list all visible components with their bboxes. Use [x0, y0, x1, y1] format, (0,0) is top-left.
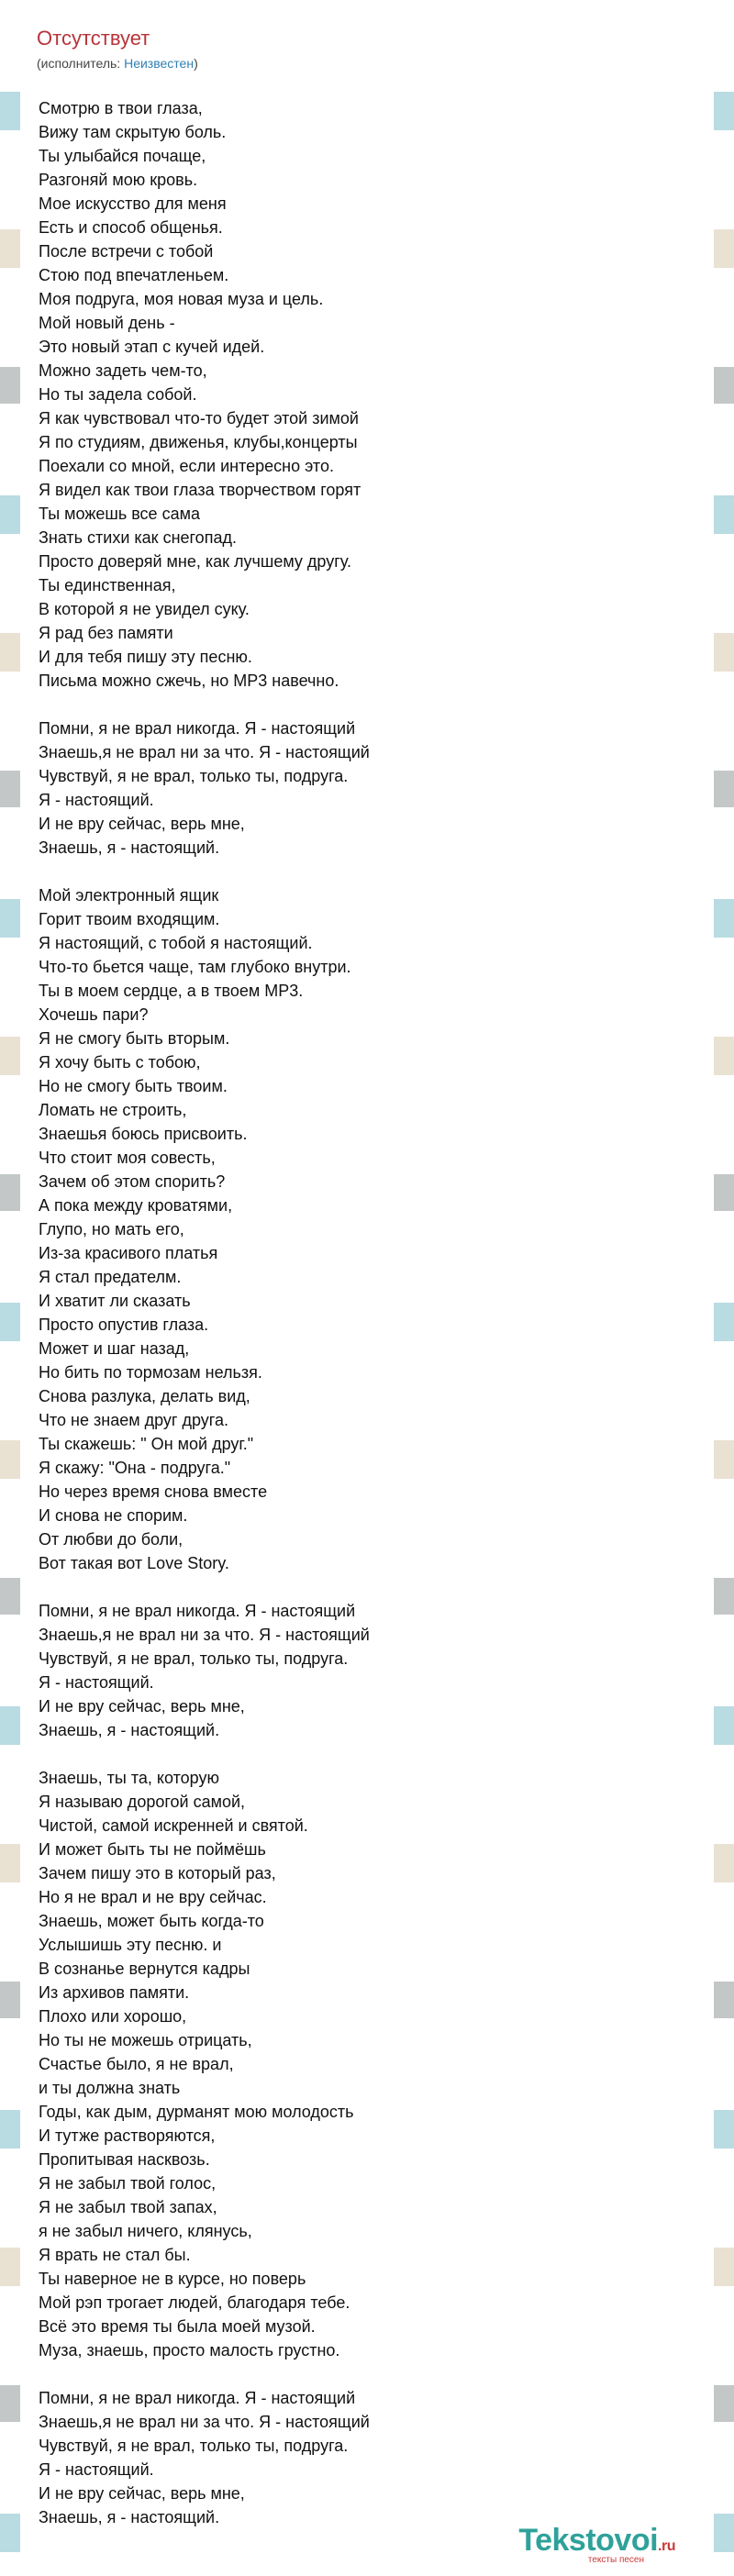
artist-line: [37, 53, 714, 73]
logo-tld: .ru: [658, 2538, 675, 2554]
site-logo[interactable]: [518, 2523, 675, 2565]
song-header: [20, 0, 714, 73]
logo-tagline: тексты песен: [587, 2555, 644, 2565]
artist-prefix: (исполнитель:: [37, 56, 125, 71]
lyrics-card: [20, 0, 714, 2576]
artist-suffix: ): [194, 56, 198, 71]
song-title: Отсутствует: [37, 27, 150, 50]
logo-wordmark: [518, 2523, 675, 2559]
lyrics-text: Смотрю в твои глаза, Вижу там скрытую боль. Ты улыбайся почаще, Разгоняй мою кровь. Мое искусство для меня Есть и способ общенья. После встречи с тобой Стою под впечатленьем. Моя подруга, моя новая муза и цель. Мой новый день - Это новый этап с кучей идей. Можно задеть чем-то, Но ты задела собой. Я как чувствовал что-то будет этой зимой Я по студиям, движенья, клубы,концерты Поехали со мной, если интересно это. Я видел как твои глаза творчеством горят Ты можешь все сама Знать стихи как снегопад. Просто доверяй мне, как лучшему другу. Ты единственная, В которой я не увидел суку. Я рад без памяти И для тебя пишу эту песню. Письма можно сжечь, но MP3 навечно. Помни, я не врал никогда. Я - настоящий Знаешь,я не врал ни за что. Я - настоящий Чувствуй, я не врал, только ты, подруга. Я - настоящий. И не вру сейчас, верь мне, Знаешь, я - настоящий. Мой электронный ящик Горит твоим входящим. Я настоящий, с тобой я настоящий. Что-то бьется чаще, там глубоко внутри. Ты в моем сердце, а в твоем MP3. Хочешь пари? Я не смогу быть вторым. Я хочу быть с тобою, Но не смогу быть твоим. Ломать не строить, Знаешья боюсь присвоить. Что стоит моя совесть, Зачем об этом спорить? А пока между кроватями, Глупо, но мать его, Из-за красивого платья Я стал предателм. И хватит ли сказать Просто опустив глаза. Может и шаг назад, Но бить по тормозам нельзя. Снова разлука, делать вид, Что не знаем друг друга. Ты скажешь: " Он мой друг." Я скажу: "Она - подруга." Но через время снова вместе И снова не спорим. От любви до боли, Вот такая вот Love Story. Помни, я не врал никогда. Я - настоящий Знаешь,я не врал ни за что. Я - настоящий Чувствуй, я не врал, только ты, подруга. Я - настоящий. И не вру сейчас, верь мне, Знаешь, я - настоящий. Знаешь, ты та, которую Я называю дорогой самой, Чистой, самой искренней и святой. И может быть ты не поймёшь Зачем пишу это в который раз, Но я не врал и не вру сейчас. Знаешь, может быть когда-то Услышишь эту песню. и В сознанье вернутся кадры Из архивов памяти. Плохо или хорошо, Но ты не можешь отрицать, Счастье было, я не врал, и ты должна знать Годы, как дым, дурманят мою молодость И тутже растворяются, Пропитывая насквозь. Я не забыл твой голос, Я не забыл твой запах, я не забыл ничего, клянусь, Я врать не стал бы. Ты наверное не в курсе, но поверь Мой рэп трогает людей, благодаря тебе. Всё это время ты была моей музой. Муза, знаешь, просто малость грустно. Помни, я не врал никогда. Я - настоящий Знаешь,я не врал ни за что. Я - настоящий Чувствуй, я не врал, только ты, подруга. Я - настоящий. И не вру сейчас, верь мне, Знаешь, я - настоящий.: [39, 99, 370, 2526]
logo-name: Tekstovoi: [518, 2523, 659, 2558]
artist-link[interactable]: Неизвестен: [124, 56, 195, 71]
